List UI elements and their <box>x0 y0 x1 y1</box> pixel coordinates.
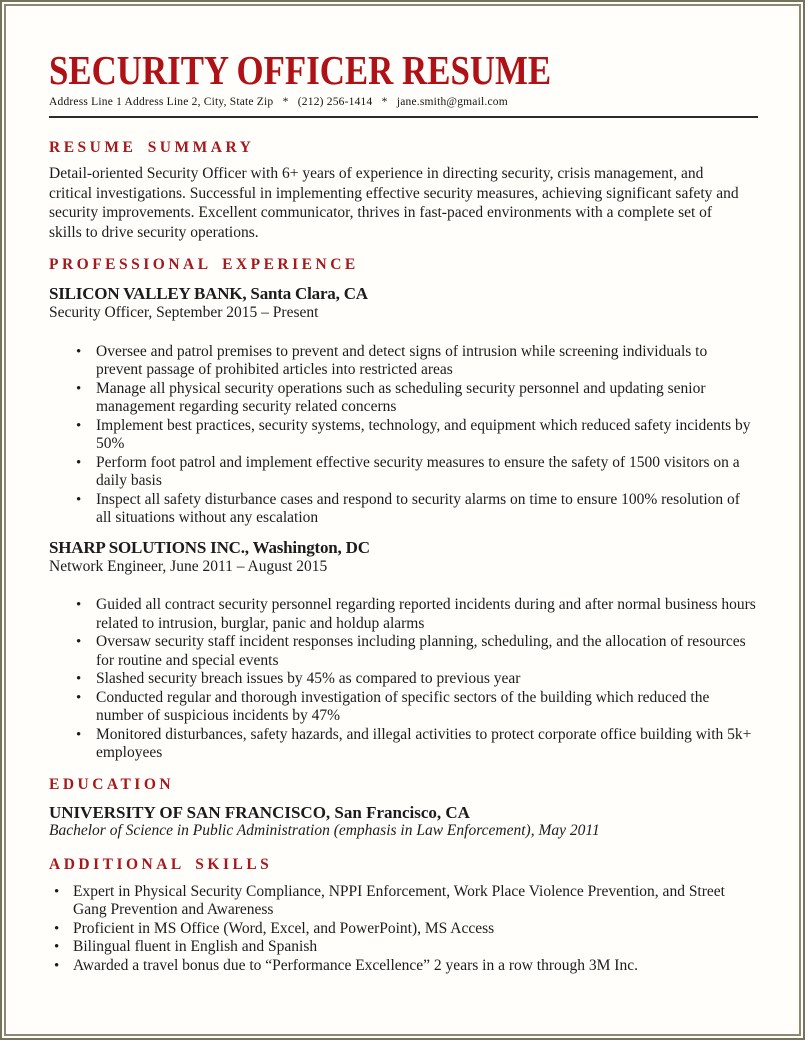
job-bullet: • Oversee and patrol premises to prevent and detect signs of intrusion while screening individuals to prevent passage of prohibited articles into restricted areas <box>49 343 757 380</box>
header-divider <box>49 116 758 118</box>
contact-line: Address Line 1 Address Line 2, City, State Zip * (212) 256-1414 * jane.smith@gmail.com <box>49 96 508 108</box>
job-company: SHARP SOLUTIONS INC., Washington, DC <box>49 537 370 557</box>
job-bullet: • Monitored disturbances, safety hazards, and illegal activities to protect corporate office building with 5k+ employees <box>49 726 757 763</box>
section-heading-skills: ADDITIONAL SKILLS <box>49 855 273 873</box>
job-bullet: • Guided all contract security personnel regarding reported incidents during and after normal business hours related to intrusion, burglar, panic and holdup alarms <box>49 596 757 633</box>
job-bullet: • Conducted regular and thorough investigation of specific sectors of the building which reduced the number of suspicious incidents by 47% <box>49 689 757 726</box>
skill-bullet: • Expert in Physical Security Compliance, NPPI Enforcement, Work Place Violence Prevention, and Street Gang Prevention and Awareness <box>49 883 757 920</box>
job-bullet: • Inspect all safety disturbance cases and respond to security alarms on time to ensure 100% resolution of all situations without any escalation <box>49 491 757 528</box>
job-entry <box>49 539 757 763</box>
job-company: SILICON VALLEY BANK, Santa Clara, CA <box>49 284 368 303</box>
job-role-dates: Network Engineer, June 2011 – August 2015 <box>49 557 328 575</box>
job-bullet-list <box>49 596 757 763</box>
job-bullet-list <box>49 343 757 528</box>
job-bullet: • Perform foot patrol and implement effective security measures to ensure the safety of 1500 visitors on a daily basis <box>49 454 757 491</box>
skills-bullet-list <box>49 883 757 976</box>
page-title: SECURITY OFFICER RESUME <box>49 47 552 93</box>
job-bullet: • Oversaw security staff incident responses including planning, scheduling, and the allocation of resources for routine and special events <box>49 633 757 670</box>
section-heading-experience: PROFESSIONAL EXPERIENCE <box>49 256 359 273</box>
education-degree: Bachelor of Science in Public Administration (emphasis in Law Enforcement), May 2011 <box>49 821 600 839</box>
education-school: UNIVERSITY OF SAN FRANCISCO, San Francisco, CA <box>49 802 470 822</box>
skill-bullet: • Proficient in MS Office (Word, Excel, and PowerPoint), MS Access <box>49 920 757 939</box>
job-entry <box>49 285 757 528</box>
section-heading-summary: RESUME SUMMARY <box>49 139 255 156</box>
job-bullet: • Slashed security breach issues by 45% as compared to previous year <box>49 670 757 689</box>
skill-bullet: • Awarded a travel bonus due to “Performance Excellence” 2 years in a row through 3M Inc. <box>49 957 757 976</box>
job-bullet: • Implement best practices, security systems, technology, and equipment which reduced safety incidents by 50% <box>49 417 757 454</box>
job-role-dates: Security Officer, September 2015 – Present <box>49 304 319 321</box>
section-heading-education: EDUCATION <box>49 775 175 793</box>
summary-paragraph: Detail-oriented Security Officer with 6+ years of experience in directing security, crisis management, and critical investigations. Successful in implementing effective security measures, achieving significant safety and security improvements. Excellent communicator, thrives in fast-paced environments with a complete set of skills to drive security operations. <box>49 165 739 241</box>
skill-bullet: • Bilingual fluent in English and Spanish <box>49 938 757 957</box>
job-bullet: • Manage all physical security operations such as scheduling security personnel and updating senior management regarding security related concerns <box>49 380 757 417</box>
